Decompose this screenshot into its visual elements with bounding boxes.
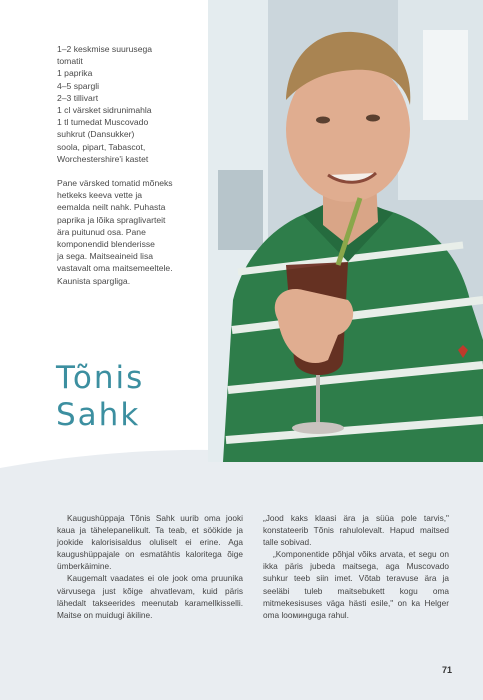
article-paragraph: Kaugushüppaja Tõnis Sahk uurib oma jooki kaua ja tähelepanelikult. Ta teab, et söökide ja jookide kalorisisaldus oluliselt ei erine. Aga kaugushüppajale on esmatähtis kaloritega õige ümberkäimine. xyxy=(57,513,243,572)
article-paragraph: „Komponentide põhjal võiks arvata, et segu on ikka päris jubeda maitsega, aga Muscovado suhkur teeb siin imet. Võtab teravuse ära ja seeläbi tuleb maitsebukett kogu oma mitmekesisuses väga hästi esile," on ka Helger oma looминguga rahul. xyxy=(263,549,449,620)
spacer xyxy=(57,165,202,177)
instructions-text xyxy=(57,177,202,287)
first-name: Tõnis xyxy=(56,360,145,396)
ingredient-line: 1 paprika xyxy=(57,68,93,79)
instruction-line: eemalda neilt nahk. Puhasta xyxy=(57,202,166,213)
athlete-photo xyxy=(208,0,483,462)
athlete-name xyxy=(56,360,196,434)
ingredient-line: tomatit xyxy=(57,56,83,67)
instruction-line: Kaunista spargliga. xyxy=(57,275,131,286)
ingredient-line: suhkrut (Dansukker) xyxy=(57,129,135,140)
last-name: Sahk xyxy=(56,397,141,433)
instruction-line: ära puitunud osa. Pane xyxy=(57,226,146,237)
ingredient-line: 1–2 keskmise suurusega xyxy=(57,44,153,54)
instruction-line: ja sega. Maitseaineid lisa xyxy=(57,251,154,262)
ingredient-line: soola, pipart, Tabascot, xyxy=(57,141,146,152)
instruction-line: vastavalt oma maitsemeeltele. xyxy=(57,263,173,274)
ingredient-line: 1 tl tumedat Muscovado xyxy=(57,117,149,128)
ingredient-line: 2–3 tillivart xyxy=(57,92,99,103)
instruction-line: Pane värsked tomatid mõneks xyxy=(57,178,173,189)
recipe-block xyxy=(57,43,202,287)
instruction-line: komponendid blenderisse xyxy=(57,239,155,250)
instruction-line: paprika ja lõika spraglivarteit xyxy=(57,214,166,225)
ingredients-list xyxy=(57,43,202,165)
ingredient-line: Worchestershire'i kastet xyxy=(57,153,149,164)
ingredient-line: 1 cl värsket sidrunimahla xyxy=(57,105,152,116)
article-left-column xyxy=(57,512,243,621)
page-number: 71 xyxy=(442,665,453,675)
ingredient-line: 4–5 spargli xyxy=(57,80,100,91)
instruction-line: hetkeks keeva vette ja xyxy=(57,190,143,201)
article-right-column xyxy=(263,512,449,621)
article-paragraph: Kaugemalt vaadates ei ole jook oma pruunika värvusega just kõige ahvatlevam, kuid päris lähedalt takseerides meenutab karamellkisselli. Maitse on muidugi äkiline. xyxy=(57,573,243,620)
article-paragraph: „Jood kaks klaasi ära ja süüa pole tarvis," konstateerib Tõnis rahulolevalt. Hapud maitsed talle sobivad. xyxy=(263,513,449,548)
